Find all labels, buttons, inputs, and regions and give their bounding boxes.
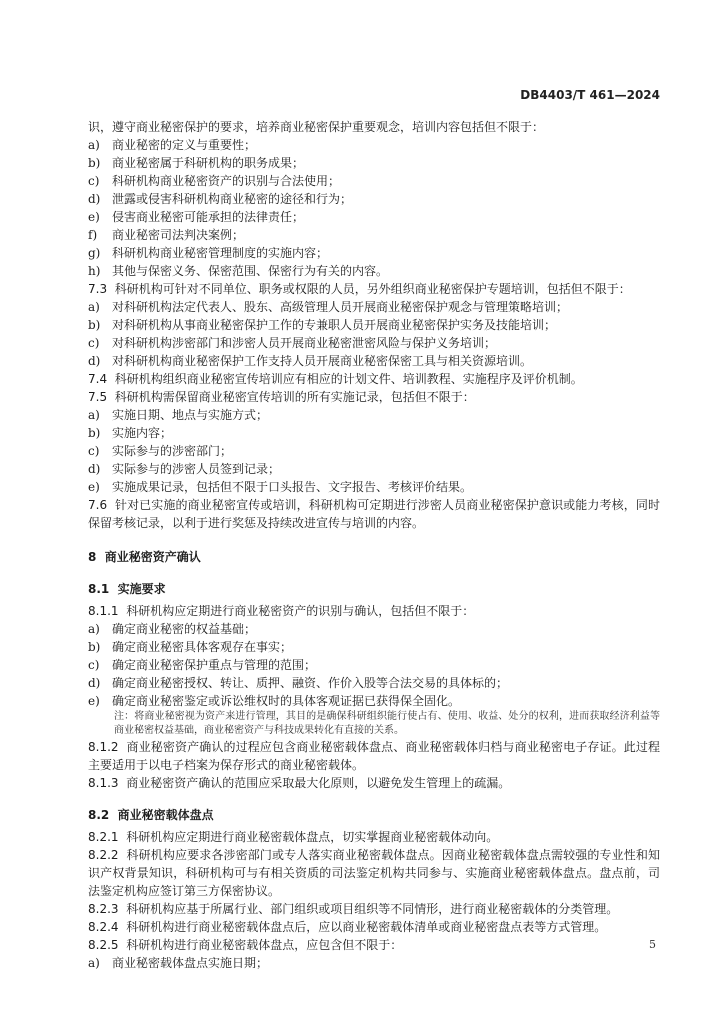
clause-number: 8.1.2 <box>88 740 119 754</box>
clause-number: 7.4 <box>88 372 108 386</box>
clause-text: 科研机构应要求各涉密部门或专人落实商业秘密载体盘点。因商业秘密载体盘点需较强的专业性和知识产权背景知识，科研机构可与有相关资质的司法鉴定机构共同参与、实施商业秘密载体盘点。盘点前，司法鉴定机构应签订第三方保密协议。 <box>88 848 660 898</box>
list-marker: c) <box>88 174 100 188</box>
list-text: 商业秘密载体盘点实施日期； <box>112 956 269 970</box>
list-text: 科研机构商业秘密管理制度的实施内容； <box>112 246 329 260</box>
list-marker: d) <box>88 192 101 206</box>
clause-text: 商业秘密资产确认的范围应采取最大化原则，以避免发生管理上的疏漏。 <box>126 776 511 790</box>
clause-7-3-list <box>88 298 660 370</box>
list-item <box>88 442 660 460</box>
list-text: 商业秘密司法判决案例； <box>112 228 245 242</box>
list-text: 实施内容； <box>112 426 173 440</box>
list-item <box>88 334 660 352</box>
clause-text: 科研机构组织商业秘密宣传培训应有相应的计划文件、培训教程、实施程序及评价机制。 <box>114 372 583 386</box>
list-item <box>88 352 660 370</box>
section-heading-8-1 <box>88 580 660 598</box>
clause-text: 科研机构应基于所属行业、部门组织或项目组织等不同情形，进行商业秘密载体的分类管理。 <box>126 902 619 916</box>
clause-text: 科研机构需保留商业秘密宣传培训的所有实施记录，包括但不限于： <box>114 390 475 404</box>
list-marker: e) <box>88 694 100 708</box>
list-text: 科研机构商业秘密资产的识别与合法使用； <box>112 174 341 188</box>
list-text: 对科研机构商业秘密保护工作支持人员开展商业秘密保密工具与相关资源培训。 <box>112 354 533 368</box>
clause-8-2-2 <box>88 846 660 900</box>
list-item <box>88 656 660 674</box>
section-title: 商业秘密资产确认 <box>104 550 201 564</box>
list-text: 商业秘密的定义与重要性； <box>112 138 257 152</box>
list-item <box>88 638 660 656</box>
list-item <box>88 226 660 244</box>
list-marker: b) <box>88 156 101 170</box>
list-marker: c) <box>88 658 100 672</box>
clause-number: 7.3 <box>88 282 108 296</box>
clause-text: 科研机构进行商业秘密载体盘点，应包含但不限于： <box>126 938 403 952</box>
clause-text: 科研机构应定期进行商业秘密载体盘点，切实掌握商业秘密载体动向。 <box>126 830 499 844</box>
clause-8-2-4 <box>88 918 660 936</box>
clause-number: 8.2.4 <box>88 920 119 934</box>
list-marker: h) <box>88 264 101 278</box>
list-text: 商业秘密属于科研机构的职务成果； <box>112 156 305 170</box>
clause-8-1-3 <box>88 774 660 792</box>
list-text: 实际参与的涉密部门； <box>112 444 233 458</box>
list-text: 确定商业秘密具体客观存在事实； <box>112 640 293 654</box>
list-item <box>88 424 660 442</box>
list-marker: b) <box>88 640 101 654</box>
clause-number: 8.1.1 <box>88 604 119 618</box>
clause-7-3 <box>88 280 660 298</box>
list-item <box>88 190 660 208</box>
list-item <box>88 692 660 710</box>
clause-number: 8.2.5 <box>88 938 119 952</box>
list-text: 实际参与的涉密人员签到记录； <box>112 462 281 476</box>
section-title: 商业秘密载体盘点 <box>117 808 214 822</box>
clause-text: 针对已实施的商业秘密宣传或培训，科研机构可定期进行涉密人员商业秘密保护意识或能力考核，同时保留考核记录，以利于进行奖惩及持续改进宣传与培训的内容。 <box>88 498 660 530</box>
list-marker: c) <box>88 444 100 458</box>
list-text: 实施日期、地点与实施方式； <box>112 408 269 422</box>
clause-8-2-5-list <box>88 954 660 972</box>
section-heading-8 <box>88 548 660 566</box>
list-text: 侵害商业秘密可能承担的法律责任； <box>112 210 305 224</box>
clause-number: 7.6 <box>88 498 108 512</box>
clause-7-4 <box>88 370 660 388</box>
list-text: 其他与保密义务、保密范围、保密行为有关的内容。 <box>112 264 389 278</box>
list-item <box>88 172 660 190</box>
list-marker: a) <box>88 300 100 314</box>
list-text: 确定商业秘密的权益基础； <box>112 622 257 636</box>
list-marker: a) <box>88 956 100 970</box>
list-marker: b) <box>88 426 101 440</box>
list-item <box>88 262 660 280</box>
list-item <box>88 136 660 154</box>
clause-8-2-1 <box>88 828 660 846</box>
list-item <box>88 406 660 424</box>
section-title: 实施要求 <box>117 582 166 596</box>
list-text: 对科研机构从事商业秘密保护工作的专兼职人员开展商业秘密保护实务及技能培训； <box>112 318 557 332</box>
list-text: 实施成果记录，包括但不限于口头报告、文字报告、考核评价结果。 <box>112 480 473 494</box>
list-item <box>88 316 660 334</box>
list-marker: c) <box>88 336 100 350</box>
list-item <box>88 244 660 262</box>
list-item <box>88 460 660 478</box>
list-marker: d) <box>88 462 101 476</box>
list-marker: g) <box>88 246 101 260</box>
list-marker: d) <box>88 676 101 690</box>
list-marker: e) <box>88 210 100 224</box>
list-item <box>88 674 660 692</box>
paragraph-intro: 识，遵守商业秘密保护的要求，培养商业秘密保护重要观念，培训内容包括但不限于： <box>88 120 545 134</box>
clause-number: 8.1.3 <box>88 776 119 790</box>
list-item <box>88 620 660 638</box>
list-text: 泄露或侵害科研机构商业秘密的途径和行为； <box>112 192 353 206</box>
clause-number: 8.2.2 <box>88 848 119 862</box>
list-item <box>88 478 660 496</box>
clause-8-1-1 <box>88 602 660 620</box>
list-text: 确定商业秘密鉴定或诉讼维权时的具体客观证据已获得保全固化。 <box>112 694 461 708</box>
clause-8-1-1-list <box>88 620 660 710</box>
clause-7-5-list <box>88 406 660 496</box>
list-item <box>88 154 660 172</box>
list-text: 确定商业秘密授权、转让、质押、融资、作价入股等合法交易的具体标的； <box>112 676 509 690</box>
clause-7-6 <box>88 496 660 532</box>
clause-text: 商业秘密资产确认的过程应包含商业秘密载体盘点、商业秘密载体归档与商业秘密电子存证。此过程主要适用于以电子档案为保存形式的商业秘密载体。 <box>88 740 660 772</box>
clause-number: 7.5 <box>88 390 108 404</box>
list-marker: a) <box>88 622 100 636</box>
section-heading-8-2 <box>88 806 660 824</box>
list-text: 确定商业秘密保护重点与管理的范围； <box>112 658 317 672</box>
clause-number: 8.2.3 <box>88 902 119 916</box>
section-number: 8.2 <box>88 808 110 822</box>
list-marker: e) <box>88 480 100 494</box>
clause-8-2-5 <box>88 936 660 954</box>
clause-7-5 <box>88 388 660 406</box>
list-item <box>88 208 660 226</box>
list-marker: b) <box>88 318 101 332</box>
page-content <box>88 118 660 972</box>
clause-8-1-2 <box>88 738 660 774</box>
list-marker: f) <box>88 228 98 242</box>
list-text: 对科研机构涉密部门和涉密人员开展商业秘密泄密风险与保护义务培训； <box>112 336 497 350</box>
clause-number: 8.2.1 <box>88 830 119 844</box>
list-marker: a) <box>88 138 100 152</box>
list-marker: a) <box>88 408 100 422</box>
training-content-list <box>88 136 660 280</box>
document-code: DB4403/T 461—2024 <box>520 88 660 102</box>
clause-text: 科研机构进行商业秘密载体盘点后，应以商业秘密载体清单或商业秘密盘点表等方式管理。 <box>126 920 607 934</box>
section-number: 8 <box>88 550 97 564</box>
section-number: 8.1 <box>88 582 110 596</box>
list-marker: d) <box>88 354 101 368</box>
note: 注：将商业秘密视为资产来进行管理，其目的是确保科研组织能行使占有、使用、收益、处分的权利，进而获取经济利益等商业秘密权益基础，商业秘密资产与科技成果转化有直接的关系。 <box>114 711 660 736</box>
clause-text: 科研机构应定期进行商业秘密资产的识别与确认，包括但不限于： <box>126 604 475 618</box>
list-item <box>88 298 660 316</box>
page-number: 5 <box>649 938 656 951</box>
list-text: 对科研机构法定代表人、股东、高级管理人员开展商业秘密保护观念与管理策略培训； <box>112 300 569 314</box>
clause-text: 科研机构可针对不同单位、职务或权限的人员，另外组织商业秘密保护专题培训，包括但不限于： <box>114 282 631 296</box>
clause-8-2-3 <box>88 900 660 918</box>
list-item <box>88 954 660 972</box>
